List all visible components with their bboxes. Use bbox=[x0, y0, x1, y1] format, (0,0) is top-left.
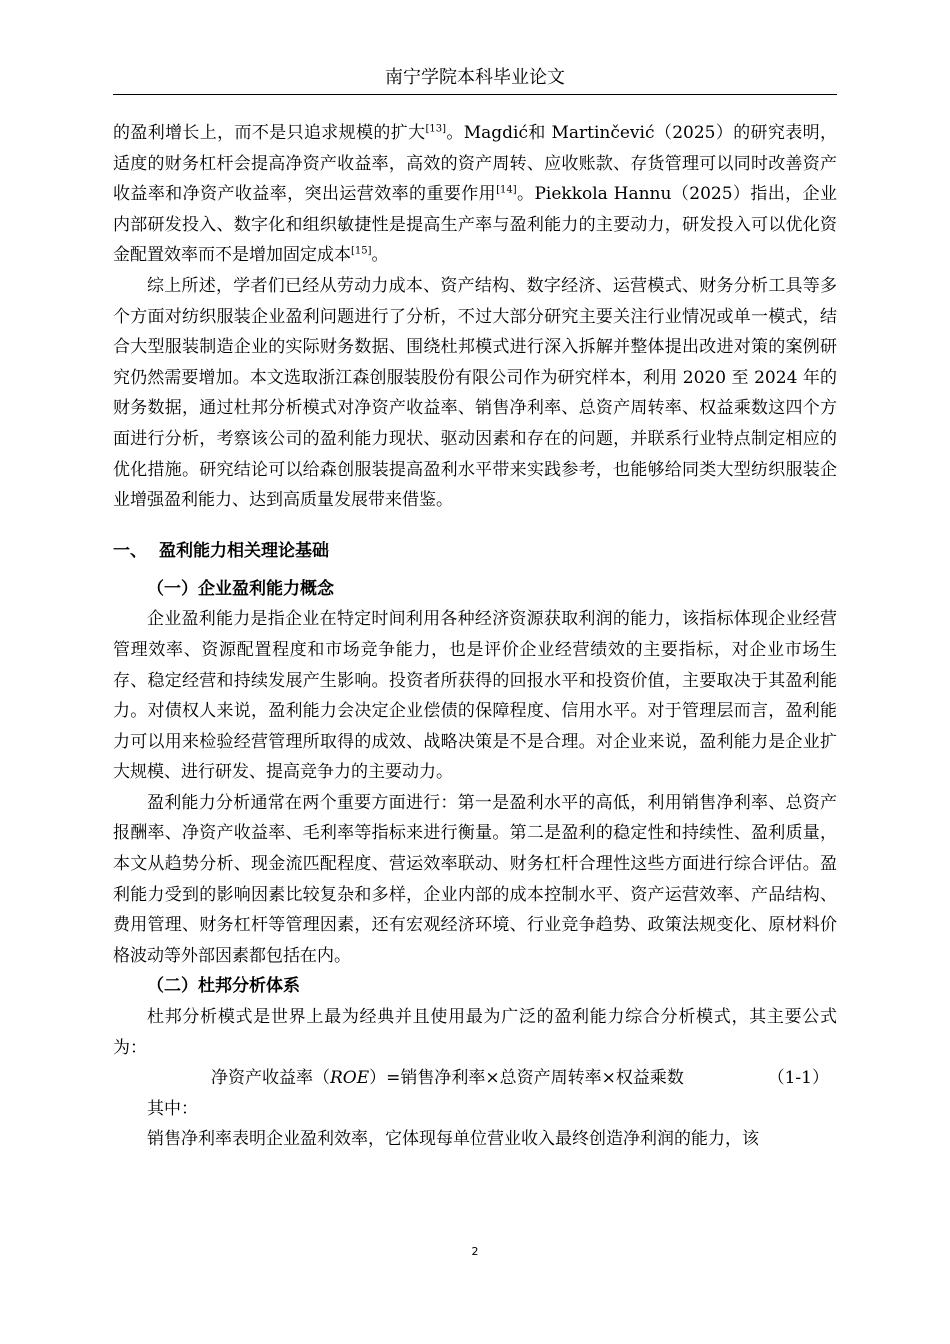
body-content bbox=[113, 118, 837, 1155]
text-segment: 。 bbox=[371, 245, 389, 266]
text-segment: 。Piekkola Hannu（2025）指出，企业内部研发投入、数字化和组织敏捷性是提高生产率与盈利能力的主要动力，研发投入可以优化资金配置效率而不是增加固定成本 bbox=[113, 184, 837, 266]
paragraph-where: 其中： bbox=[147, 1098, 198, 1119]
section-title: 盈利能力相关理论基础 bbox=[159, 540, 329, 561]
section-heading bbox=[113, 536, 837, 566]
paragraph-literature-review bbox=[113, 118, 837, 271]
citation-ref: [15] bbox=[351, 245, 372, 257]
text-segment: 。Magdić和 Martinčević（2025）的研究表明，适度的财务杠杆会提高净资产收益率，高效的资产周转、应收账款、存货管理可以同时改善资产收益率和净资产收益率，突出运营效率的重要作用 bbox=[113, 123, 837, 205]
citation-ref: [13] bbox=[425, 123, 446, 135]
text-segment: 的盈利增长上，而不是只追求规模的扩大 bbox=[113, 123, 426, 143]
header-divider bbox=[113, 94, 837, 95]
formula-number: （1-1） bbox=[767, 1068, 829, 1089]
paragraph-net-profit-margin: 销售净利率表明企业盈利效率，它体现每单位营业收入最终创造净利润的能力，该 bbox=[147, 1129, 759, 1150]
paragraph-profitability-analysis: 盈利能力分析通常在两个重要方面进行：第一是盈利水平的高低，利用销售净利率、总资产报酬率、净资产收益率、毛利率等指标来进行衡量。第二是盈利的稳定性和持续性、盈利质量，本文从趋势分析、现金流匹配程度、营运效率联动、财务杠杆合理性这些方面进行综合评估。盈利能力受到的影响因素比较复杂和多样，企业内部的成本控制水平、资产运营效率、产品结构、费用管理、财务杠杆等管理因素，还有宏观经济环境、行业竞争趋势、政策法规变化、原材料价格波动等外部因素都包括在内。 bbox=[113, 792, 837, 966]
subsection-heading-profitability-concept: （一）企业盈利能力概念 bbox=[147, 578, 334, 599]
formula-roe bbox=[113, 1063, 837, 1094]
section-number: 一、 bbox=[113, 540, 147, 561]
running-header-title: 南宁学院本科毕业论文 bbox=[385, 67, 565, 88]
paragraph-dupont-intro: 杜邦分析模式是世界上最为经典并且使用最为广泛的盈利能力综合分析模式，其主要公式为： bbox=[113, 1007, 837, 1058]
citation-ref: [14] bbox=[496, 184, 517, 196]
subsection-heading-dupont-system: （二）杜邦分析体系 bbox=[147, 976, 300, 997]
formula-variable: ROE bbox=[330, 1068, 370, 1089]
paragraph-profitability-definition: 企业盈利能力是指企业在特定时间利用各种经济资源获取利润的能力，该指标体现企业经营管理效率、资源配置程度和市场竞争能力，也是评价企业经营绩效的主要指标，对企业市场生存、稳定经营和持续发展产生影响。投资者所获得的回报水平和投资价值，主要取决于其盈利能力。对债权人来说，盈利能力会决定企业偿债的保障程度、信用水平。对于管理层而言，盈利能力可以用来检验经营管理所取得的成效、战略决策是不是合理。对企业来说，盈利能力是企业扩大规模、进行研发、提高竞争力的主要动力。 bbox=[113, 609, 837, 783]
formula-expression: 净资产收益率（ROE）=销售净利率×总资产周转率×权益乘数 bbox=[211, 1068, 684, 1089]
page-number: 2 bbox=[471, 1245, 479, 1258]
paragraph-summary: 综上所述，学者们已经从劳动力成本、资产结构、数字经济、运营模式、财务分析工具等多个方面对纺织服装企业盈利问题进行了分析，不过大部分研究主要关注行业情况或单一模式，结合大型服装制造企业的实际财务数据、围绕杜邦模式进行深入拆解并整体提出改进对策的案例研究仍然需要增加。本文选取浙江森创服装股份有限公司作为研究样本，利用 2020 至 2024 年的财务数据，通过杜邦分析模式对净资产收益率、销售净利率、总资产周转率、权益乘数这四个方面进行分析，考察该公司的盈利能力现状、驱动因素和存在的问题，并联系行业特点制定相应的优化措施。研究结论可以给森创服装提高盈利水平带来实践参考，也能够给同类大型纺织服装企业增强盈利能力、达到高质量发展带来借鉴。 bbox=[113, 275, 837, 511]
